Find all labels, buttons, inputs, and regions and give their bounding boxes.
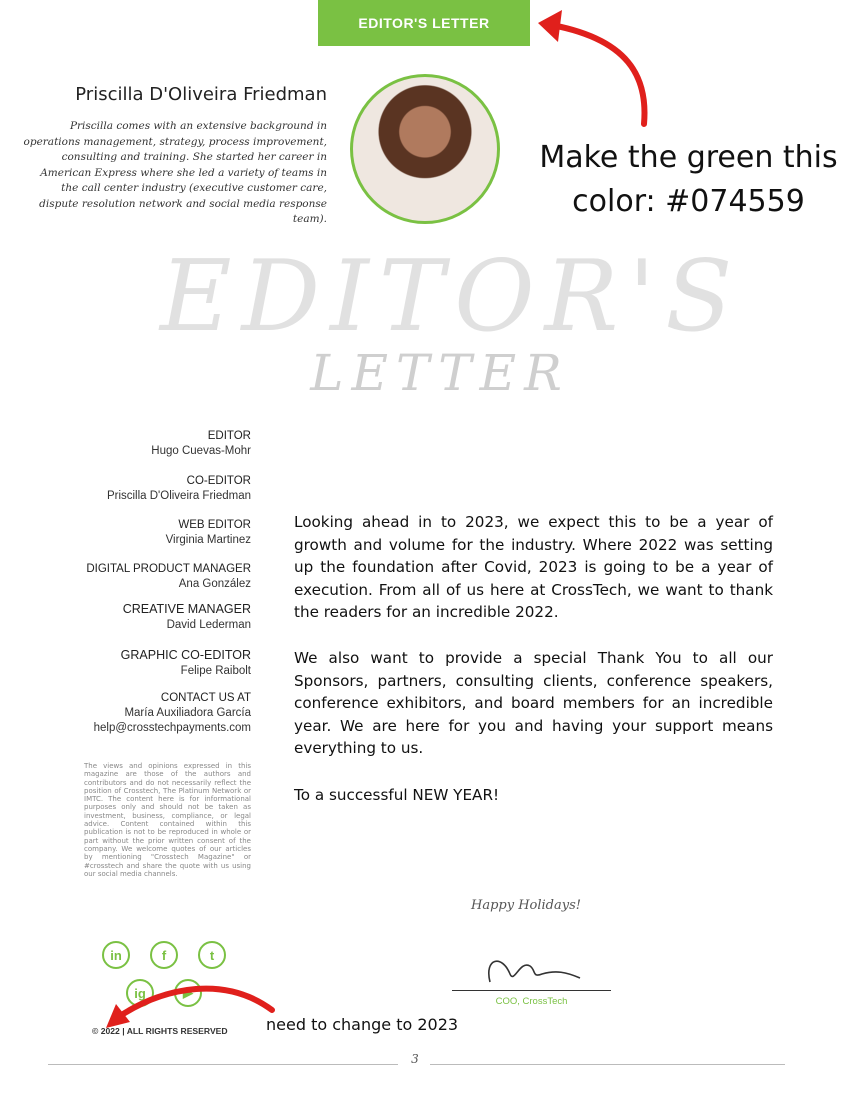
closing-greeting: Happy Holidays! <box>471 898 581 913</box>
credit-person: David Lederman <box>166 619 251 631</box>
credit-creative-manager <box>123 602 251 631</box>
annotation-bottom: need to change to 2023 <box>266 1015 459 1034</box>
author-bio: Priscilla comes with an extensive background in operations management, strategy, process improvement, consulting and training. She started her career in American Express where she led a variety of teams in the call center industry (executive customer care, dispute resolution network and social media response team). <box>23 120 327 225</box>
letter-paragraph-3: To a successful NEW YEAR! <box>294 786 500 804</box>
copyright: © 2022 | ALL RIGHTS RESERVED <box>92 1026 228 1036</box>
youtube-icon[interactable]: ▶ <box>174 979 202 1007</box>
facebook-icon[interactable]: f <box>150 941 178 969</box>
credit-role: WEB EDITOR <box>178 519 251 531</box>
annotation-top: Make the green this color: #074559 <box>539 140 838 219</box>
credit-role: CONTACT US AT <box>160 692 251 704</box>
credit-role: GRAPHIC CO-EDITOR <box>120 648 251 662</box>
credit-role: EDITOR <box>207 430 251 442</box>
credit-role: CREATIVE MANAGER <box>122 602 251 616</box>
credit-person: Felipe Raibolt <box>180 665 251 677</box>
author-portrait <box>350 74 500 224</box>
credit-person: Ana González <box>178 578 251 590</box>
page-number: 3 <box>411 1052 419 1066</box>
footer-rule <box>48 1064 398 1065</box>
twitter-icon[interactable]: t <box>198 941 226 969</box>
credit-role: CO-EDITOR <box>186 475 251 487</box>
credit-person: Virginia Martinez <box>165 534 251 546</box>
footer-rule <box>430 1064 785 1065</box>
credit-co-editor <box>107 475 251 502</box>
credit-role: DIGITAL PRODUCT MANAGER <box>86 563 251 575</box>
instagram-icon[interactable]: ig <box>126 979 154 1007</box>
watermark-title: EDITOR'S <box>160 240 743 354</box>
editors-letter-banner: EDITOR'S LETTER <box>318 0 530 46</box>
contact-email-link[interactable]: help@crosstechpayments.com <box>93 722 251 734</box>
credit-graphic-co-editor <box>121 648 251 677</box>
disclaimer: The views and opinions expressed in this magazine are those of the authors and contributors and do not necessarily reflect the position of Crosstech, The Platinum Network or IMTC. The content here is for informational purposes only and should not be taken as investment, business, compliance, or legal advice. Content contained within this publication is not to be reproduced in whole or part without the prior written consent of the company. We welcome quotes of our articles by mentioning "Crosstech Magazine" or #crosstech and share the quote with us using our social media channels. <box>84 762 251 878</box>
credit-person: Priscilla D'Oliveira Friedman <box>106 490 251 502</box>
credit-web-editor <box>166 519 251 546</box>
credit-contact <box>94 692 251 734</box>
author-name: Priscilla D'Oliveira Friedman <box>75 84 327 105</box>
annotation-arrow-top <box>530 8 660 128</box>
signature <box>480 948 590 990</box>
letter-paragraph-1: Looking ahead in to 2023, we expect this to be a year of growth and volume for the industry. Where 2022 was setting up the foundation after Covid, 2023 is going to be a year of execution. From all of us here at CrossTech, we want to thank the readers for an incredible 2022. <box>294 513 773 622</box>
credit-digital-product-manager <box>86 563 251 590</box>
credit-person: Hugo Cuevas-Mohr <box>151 445 251 457</box>
credit-person: María Auxiliadora García <box>124 707 251 719</box>
signature-title: COO, CrossTech <box>495 996 568 1007</box>
credit-editor <box>151 430 251 457</box>
watermark-subtitle: LETTER <box>310 344 570 402</box>
letter-paragraph-2: We also want to provide a special Thank You to all our Sponsors, partners, consulting clients, conference speakers, conference exhibitors, and board members for an incredible year. We are here for you and having your support means everything to us. <box>294 649 773 758</box>
linkedin-icon[interactable]: in <box>102 941 130 969</box>
signature-line <box>452 990 611 991</box>
